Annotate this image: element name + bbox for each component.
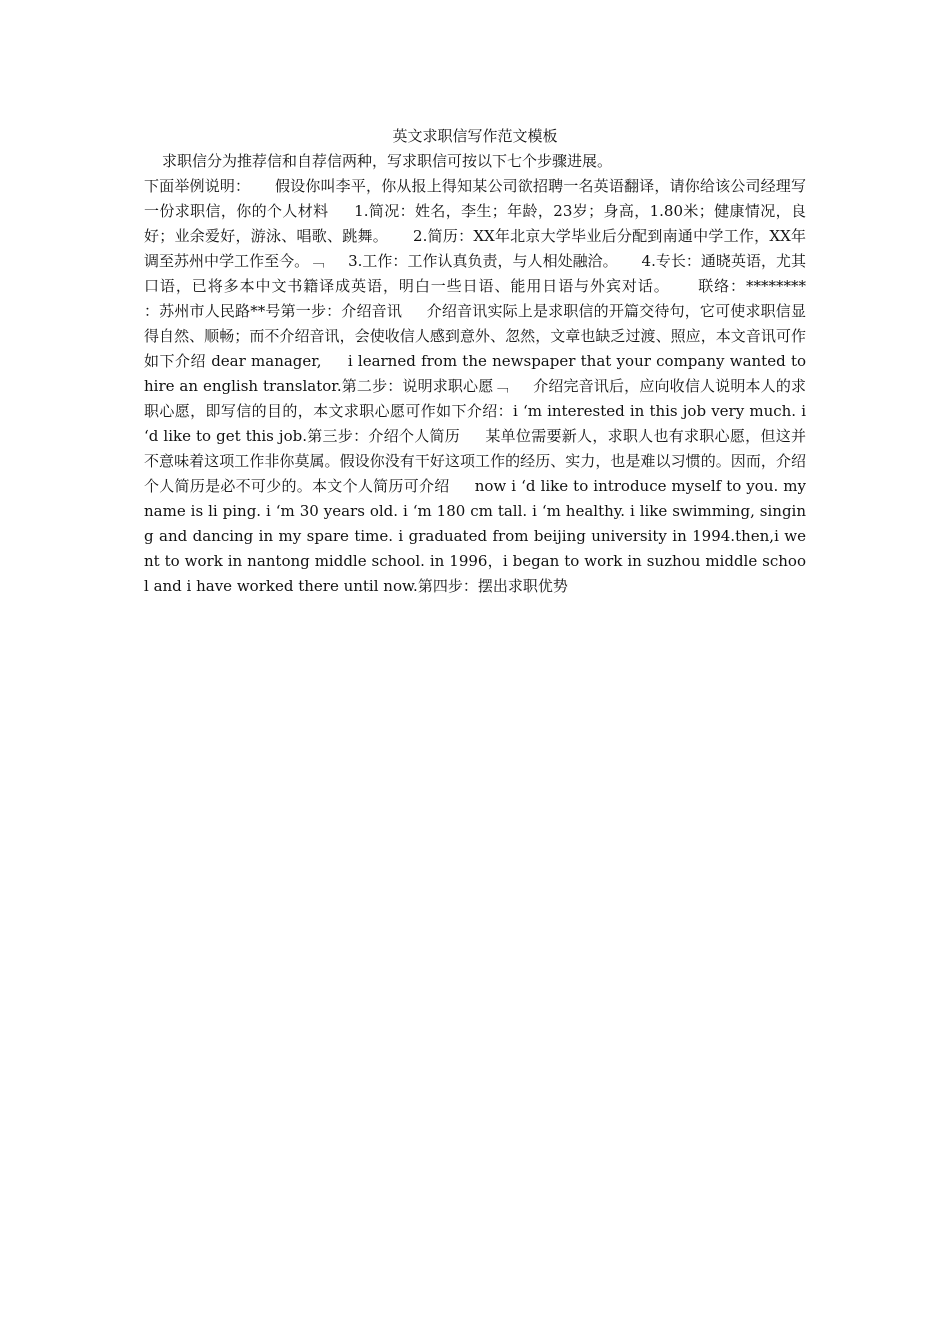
document-content <box>144 124 830 599</box>
intro-paragraph: 求职信分为推荐信和自荐信两种，写求职信可按以下七个步骤进展。 <box>162 152 613 170</box>
document-title: 英文求职信写作范文模板 <box>392 127 558 145</box>
body-paragraph: 下面举例说明： 假设你叫李平，你从报上得知某公司欲招聘一名英语翻译，请你给该公司经理写一份求职信，你的个人材料 1.简况：姓名，李生；年龄，23岁；身高，1.80米；健康情况，良好；业余爱好，游泳、唱歌、跳舞。 2.简历：XX年北京大学毕业后分配到南通中学工作，XX年调至苏州中学工作至今。﹁ 3.工作：工作认真负责，与人相处融洽。 4.专长：通晓英语，尤其口语，已将多本中文书籍译成英语，明白一些日语、能用日语与外宾对话。 联络：******** ：苏州市人民路**号第一步：介绍音讯 介绍音讯实际上是求职信的开篇交待句，它可使求职信显得自然、顺畅；而不介绍音讯，会使收信人感到意外、忽然，文章也缺乏过渡、照应，本文音讯可作如下介绍 dear manager, i learned from the newspaper that your company wanted to hire an english translator.第二步：说明求职心愿﹁ 介绍完音讯后，应向收信人说明本人的求职心愿，即写信的目的，本文求职心愿可作如下介绍：i ‘m interested in this job very much. i ‘d like to get this job.第三步：介绍个人简历 某单位需要新人，求职人也有求职心愿，但这并不意味着这项工作非你莫属。假设你没有干好这项工作的经历、实力，也是难以习惯的。因而，介绍个人简历是必不可少的。本文个人简历可介绍 now i ‘d like to introduce myself to you. my name is li ping. i ‘m 30 years old. i ‘m 180 cm tall. i ‘m healthy. i like swimming, singing and dancing in my spare time. i graduated from beijing university in 1994.then,i went to work in nantong middle school. in 1996，i began to work in suzhou middle school and i have worked there until now.第四步：摆出求职优势 <box>144 177 830 595</box>
